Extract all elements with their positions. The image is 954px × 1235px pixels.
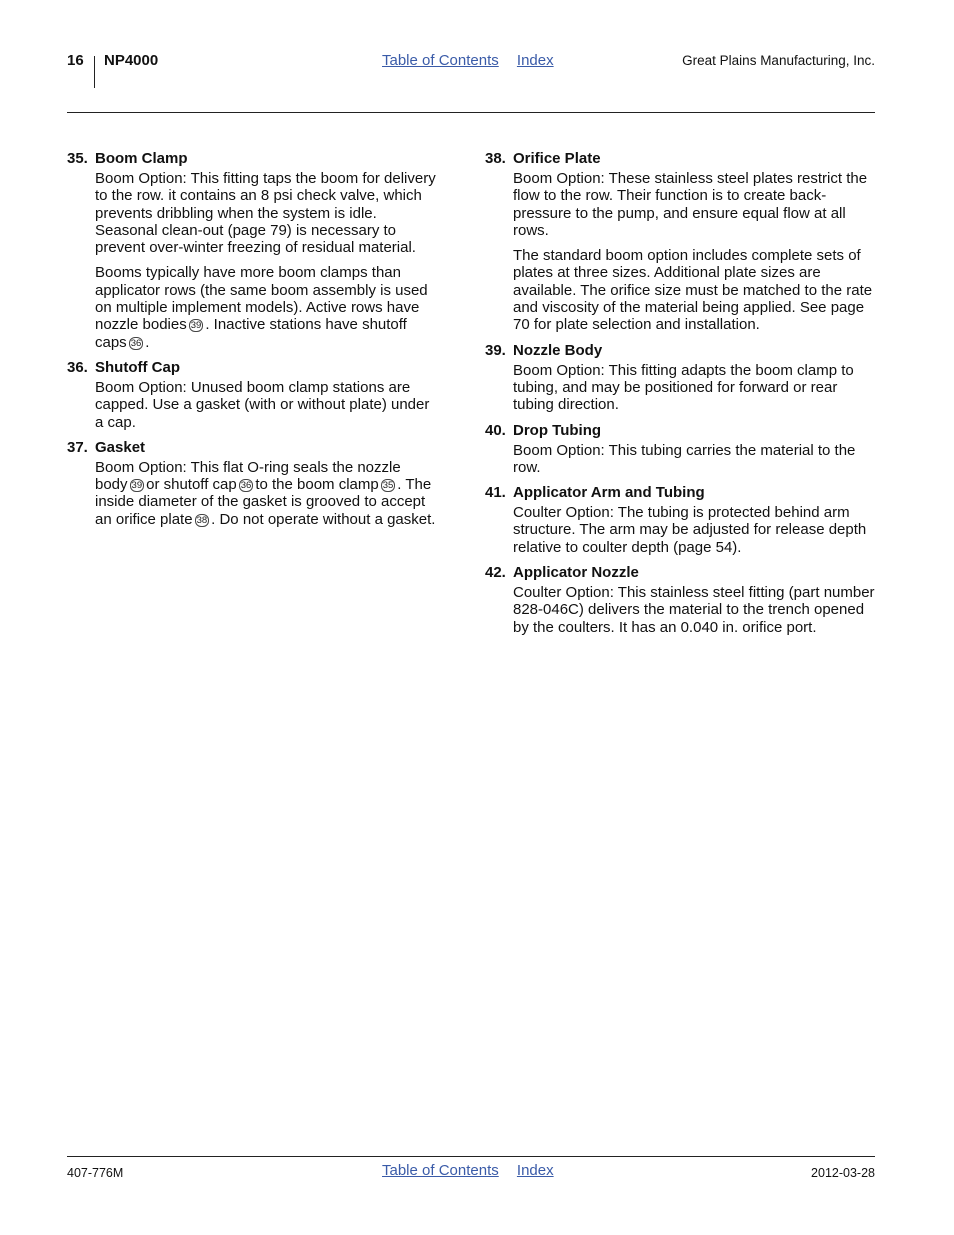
item-applicator-nozzle [485,564,875,636]
document-date: 2012-03-28 [811,1166,875,1180]
item-title: 37. Gasket [67,438,146,456]
item-paragraph: Coulter Option: The tubing is protected behind arm structure. The arm may be adjusted for release depth relative to coulter depth (page 54). [513,504,867,556]
item-drop-tubing [485,422,875,477]
page-number: 16 [67,52,84,69]
callout-36-icon: 36 [130,337,142,349]
item-shutoff-cap [67,359,437,431]
item-title: 39. Nozzle Body [485,341,603,359]
item-paragraph: Boom Option: This flat O-ring seals the nozzle body 39 or shutoff cap 36 to the boom clamp 35 . The inside diameter of the gasket is grooved to accept an orifice plate 38 . Do not operate without a gasket. [95,458,436,528]
item-paragraph: Boom Option: This tubing carries the material to the row. [513,441,856,476]
callout-39-icon: 39 [190,320,202,332]
item-paragraph: The standard boom option includes complete sets of plates at three sizes. Additional plate sizes are available. The orifice size must be matched to the rate and viscosity of the material being applied. See page 70 for plate selection and installation. [513,247,873,334]
header-rule [67,112,875,113]
item-orifice-plate [485,150,875,334]
header-nav [382,52,568,69]
item-title: 40. Drop Tubing [485,421,602,439]
page-header [67,52,875,92]
index-link[interactable]: Index [516,52,554,69]
document-id: 407-776M [67,1166,124,1180]
callout-38-icon: 38 [196,514,208,526]
model-name: NP4000 [104,52,159,69]
item-title: 42. Applicator Nozzle [485,564,639,582]
item-title: 36. Shutoff Cap [67,358,180,376]
item-paragraph: Coulter Option: This stainless steel fitting (part number 828-046C) delivers the material to the trench opened by the coulters. It has an 0.040 in. orifice port. [513,584,875,636]
item-gasket [67,439,437,528]
item-paragraph: Boom Option: These stainless steel plates restrict the flow to the row. Their function is to create back-pressure to the pump, and ensure equal flow at all rows. [513,170,868,239]
toc-link[interactable]: Table of Contents [382,1162,499,1179]
item-paragraph: Boom Option: Unused boom clamp stations are capped. Use a gasket (with or without plate) under a cap. [95,378,430,431]
callout-35-icon: 35 [382,480,394,492]
item-boom-clamp [67,150,437,351]
item-nozzle-body [485,342,875,414]
item-title: 35. Boom Clamp [67,150,188,167]
callout-36-icon: 36 [240,480,252,492]
callout-39-icon: 39 [131,480,143,492]
footer-rule [67,1156,875,1157]
toc-link[interactable]: Table of Contents [382,52,499,69]
page-footer [67,1160,875,1190]
footer-nav [382,1162,568,1179]
item-title: 38. Orifice Plate [485,150,601,167]
header-divider [94,56,95,88]
item-paragraph: Boom Option: This fitting taps the boom for delivery to the row. it contains an 8 psi check valve, which prevents dribbling when the system is idle. Seasonal clean-out (page 79) is necessary to prevent over-winter freezing of residual material. [95,170,436,257]
left-column [67,150,437,536]
right-column [485,150,875,644]
index-link[interactable]: Index [516,1162,554,1179]
item-paragraph: Boom Option: This fitting adapts the boom clamp to tubing, and may be positioned for forward or rear tubing direction. [513,361,854,414]
company-name: Great Plains Manufacturing, Inc. [682,53,875,68]
item-paragraph: Booms typically have more boom clamps than applicator rows (the same boom assembly is used on multiple implement models). Active rows have nozzle bodies 39 . Inactive stations have shutoff caps 36 . [95,264,428,351]
item-title: 41. Applicator Arm and Tubing [485,484,705,502]
item-applicator-arm [485,484,875,556]
